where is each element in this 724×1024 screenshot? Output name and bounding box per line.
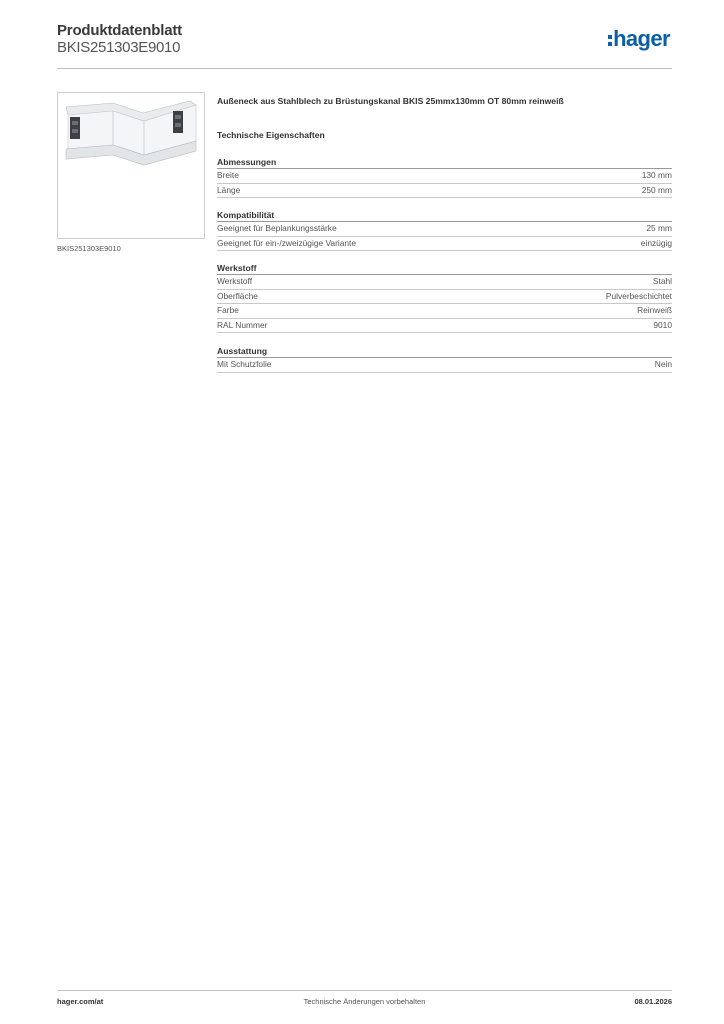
section-title: Abmessungen xyxy=(217,156,672,169)
product-image xyxy=(57,92,205,239)
article-number: BKIS251303E9010 xyxy=(57,39,181,56)
header-divider xyxy=(57,68,672,69)
logo-text: hager xyxy=(613,26,670,51)
table-row xyxy=(217,184,672,199)
row-value: Reinweiß xyxy=(637,305,672,315)
row-label: Geeignet für Beplankungsstärke xyxy=(217,223,337,233)
row-value: einzügig xyxy=(640,237,672,248)
section-werkstoff xyxy=(217,262,672,333)
row-label: Länge xyxy=(217,184,241,195)
table-row xyxy=(217,319,672,334)
footer-date: 08.01.2026 xyxy=(634,997,672,1006)
row-label: Mit Schutzfolie xyxy=(217,359,272,369)
table-row xyxy=(217,290,672,305)
row-label: Farbe xyxy=(217,305,239,315)
row-value: 25 mm xyxy=(646,223,672,233)
section-kompatibilitaet xyxy=(217,209,672,251)
row-value: Pulverbeschichtet xyxy=(605,290,672,301)
table-row xyxy=(217,222,672,237)
corner-piece-illustration xyxy=(58,93,204,238)
section-ausstattung xyxy=(217,345,672,373)
row-label: Werkstoff xyxy=(217,276,253,286)
row-value: Nein xyxy=(654,359,672,369)
section-title: Kompatibilität xyxy=(217,209,672,222)
footer-disclaimer: Technische Änderungen vorbehalten xyxy=(303,997,426,1006)
table-row xyxy=(217,169,672,184)
footer-divider xyxy=(57,990,672,991)
hager-logo xyxy=(608,28,670,50)
product-content xyxy=(217,96,672,369)
table-row xyxy=(217,304,672,319)
table-row xyxy=(217,237,672,252)
row-value: 130 mm xyxy=(641,170,672,180)
row-value: 9010 xyxy=(653,319,672,330)
section-abmessungen xyxy=(217,156,672,198)
row-label: Geeignet für ein-/zweizügige Variante xyxy=(217,237,357,248)
row-label: Oberfläche xyxy=(217,290,258,301)
logo-colon-icon xyxy=(608,31,612,47)
row-label: RAL Nummer xyxy=(217,319,268,330)
page-header xyxy=(57,22,672,68)
footer-website-link[interactable]: hager.com/at xyxy=(57,997,104,1006)
section-title: Ausstattung xyxy=(217,345,672,358)
product-description: Außeneck aus Stahlblech zu Brüstungskanal BKIS 25mmx130mm OT 80mm reinweiß xyxy=(217,96,564,106)
row-label: Breite xyxy=(217,170,239,180)
technical-properties-heading: Technische Eigenschaften xyxy=(217,130,325,140)
image-caption: BKIS251303E9010 xyxy=(57,244,121,253)
section-title: Werkstoff xyxy=(217,262,672,275)
row-value: 250 mm xyxy=(641,184,672,195)
table-row xyxy=(217,275,672,290)
row-value: Stahl xyxy=(652,276,672,286)
document-title: Produktdatenblatt xyxy=(57,22,182,39)
table-row xyxy=(217,358,672,373)
